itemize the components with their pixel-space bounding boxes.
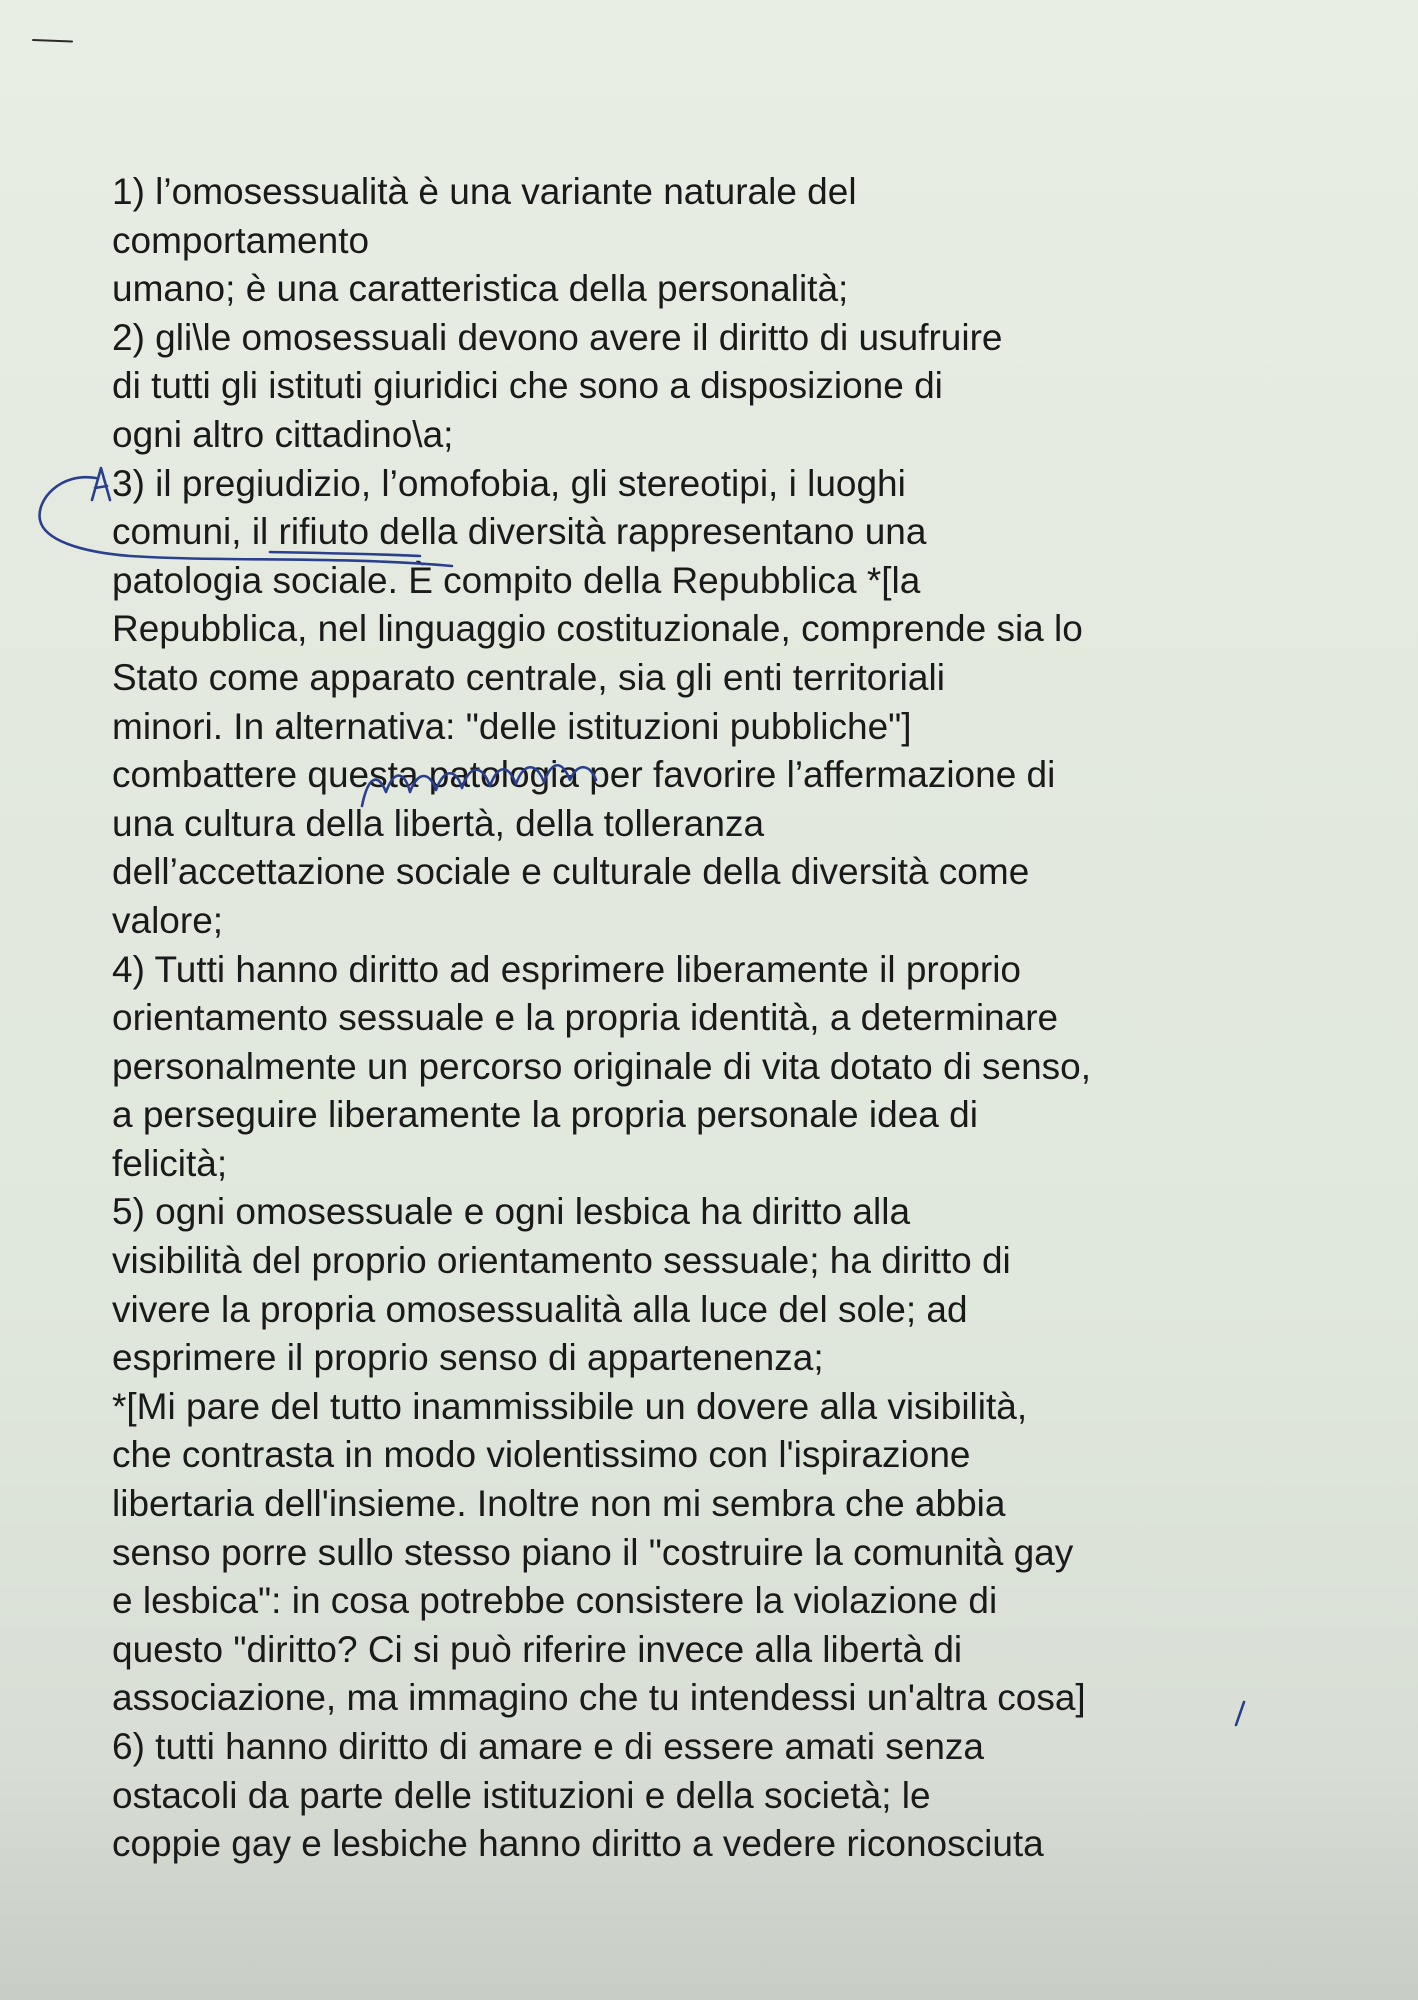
text-line: ostacoli da parte delle istituzioni e della società; le <box>112 1774 931 1816</box>
text-line: 3) il pregiudizio, l’omofobia, gli stereotipi, i luoghi <box>112 462 906 504</box>
text-line: Repubblica, nel linguaggio costituzionale, comprende sia lo <box>112 608 1083 650</box>
text-line: associazione, ma immagino che tu intendessi un'altra cosa] <box>112 1677 1086 1719</box>
text-line: minori. In alternativa: "delle istituzioni pubbliche"] <box>112 705 912 747</box>
text-line: una cultura della libertà, della tolleranza <box>112 802 765 844</box>
text-line: patologia sociale. È compito della Repubblica *[la <box>112 559 921 601</box>
handwritten-a-mark <box>92 468 110 500</box>
text-line: comuni, il rifiuto della diversità rappresentano una <box>112 511 927 553</box>
text-line: comportamento <box>112 219 370 261</box>
text-line: visibilità del proprio orientamento sessuale; ha diritto di <box>112 1240 1011 1282</box>
text-line: 1) l’omosessualità è una variante naturale del <box>112 171 857 212</box>
text-line: ogni altro cittadino\a; <box>112 413 454 455</box>
text-line: umano; è una caratteristica della personalità; <box>112 268 849 310</box>
text-line: valore; <box>112 899 224 941</box>
text-line: 5) ogni omosessuale e ogni lesbica ha diritto alla <box>112 1191 911 1233</box>
text-line: personalmente un percorso originale di vita dotato di senso, <box>112 1045 1092 1087</box>
text-line: 2) gli\le omosessuali devono avere il diritto di usufruire <box>112 316 1003 358</box>
text-line: libertaria dell'insieme. Inoltre non mi sembra che abbia <box>112 1483 1006 1525</box>
text-line: a perseguire liberamente la propria personale idea di <box>112 1094 978 1136</box>
text-line: esprimere il proprio senso di appartenenza; <box>112 1337 824 1379</box>
text-line: che contrasta in modo violentissimo con l'ispirazione <box>112 1434 971 1476</box>
document-body <box>112 168 1372 1869</box>
corner-pen-mark <box>32 38 76 44</box>
text-line: vivere la propria omosessualità alla luce del sole; ad <box>112 1288 968 1330</box>
text-line: *[Mi pare del tutto inammissibile un dovere alla visibilità, <box>112 1385 1028 1427</box>
text-line: 4) Tutti hanno diritto ad esprimere liberamente il proprio <box>112 948 1022 990</box>
text-line: di tutti gli istituti giuridici che sono a disposizione di <box>112 365 943 407</box>
text-line: combattere questa patologia per favorire l’affermazione di <box>112 754 1056 796</box>
text-line: orientamento sessuale e la propria identità, a determinare <box>112 997 1059 1039</box>
text-line: coppie gay e lesbiche hanno diritto a vedere riconosciuta <box>112 1823 1044 1865</box>
text-line: e lesbica": in cosa potrebbe consistere la violazione di <box>112 1580 998 1622</box>
text-line: questo "diritto? Ci si può riferire invece alla libertà di <box>112 1628 963 1670</box>
text-line: felicità; <box>112 1142 228 1184</box>
text-line: Stato come apparato centrale, sia gli enti territoriali <box>112 656 945 698</box>
text-line: 6) tutti hanno diritto di amare e di essere amati senza <box>112 1726 985 1767</box>
text-line: dell’accettazione sociale e culturale della diversità come <box>112 851 1030 893</box>
text-line: senso porre sullo stesso piano il "costruire la comunità gay <box>112 1531 1074 1573</box>
